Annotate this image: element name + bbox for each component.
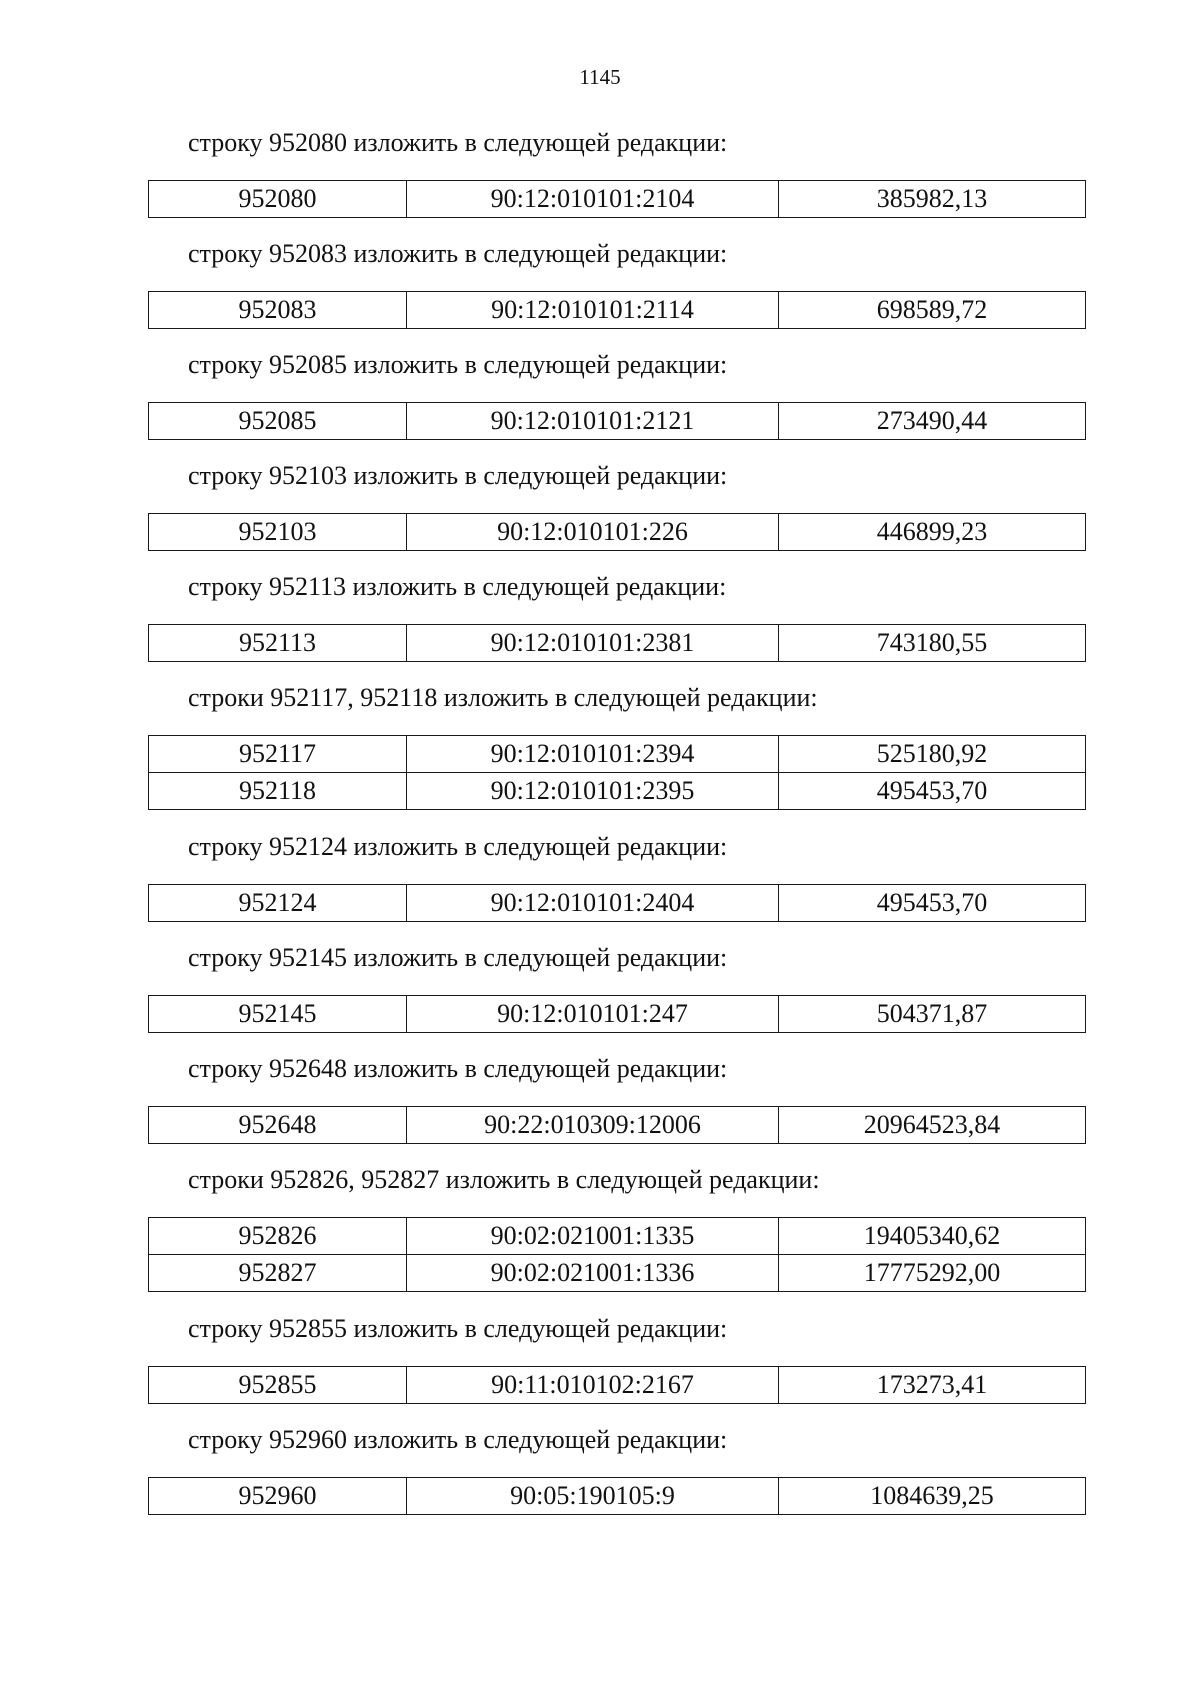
row-number-cell: 952145 [149,996,407,1033]
amendment-section [148,1312,1088,1423]
amendment-instruction: строку 952960 изложить в следующей редакции: [188,1425,728,1454]
cadastral-number-cell: 90:12:010101:2394 [407,736,779,773]
table-row [149,996,1086,1033]
row-number-cell: 952648 [149,1107,407,1144]
cadastral-number-cell: 90:22:010309:12006 [407,1107,779,1144]
cadastral-value-cell: 525180,92 [779,736,1086,773]
cadastral-number-cell: 90:12:010101:247 [407,996,779,1033]
table-row [149,181,1086,218]
cadastral-number-cell: 90:02:021001:1335 [407,1218,779,1255]
amendment-section [148,681,1088,830]
cadastral-value-cell: 446899,23 [779,514,1086,551]
amendment-table [148,624,1086,662]
amendment-section [148,830,1088,941]
table-row [149,514,1086,551]
cadastral-number-cell: 90:11:010102:2167 [407,1367,779,1404]
amendment-instruction: строку 952648 изложить в следующей редакции: [188,1054,728,1083]
table-row [149,885,1086,922]
table-row [149,1255,1086,1292]
row-number-cell: 952085 [149,403,407,440]
cadastral-value-cell: 385982,13 [779,181,1086,218]
cadastral-value-cell: 273490,44 [779,403,1086,440]
amendment-instruction: строку 952083 изложить в следующей редакции: [188,239,728,268]
amendment-table [148,1217,1086,1292]
cadastral-value-cell: 19405340,62 [779,1218,1086,1255]
cadastral-value-cell: 17775292,00 [779,1255,1086,1292]
document-body [148,126,1088,1534]
amendment-table [148,735,1086,810]
cadastral-number-cell: 90:12:010101:2104 [407,181,779,218]
amendment-table [148,1477,1086,1515]
amendment-instruction: строки 952117, 952118 изложить в следующей редакции: [188,683,818,712]
row-number-cell: 952855 [149,1367,407,1404]
cadastral-value-cell: 20964523,84 [779,1107,1086,1144]
amendment-instruction: строку 952103 изложить в следующей редакции: [188,461,728,490]
amendment-section [148,348,1088,459]
page-number: 1145 [579,65,621,89]
table-row [149,1218,1086,1255]
cadastral-number-cell: 90:12:010101:226 [407,514,779,551]
amendment-section [148,126,1088,237]
amendment-instruction: строку 952080 изложить в следующей редакции: [188,128,728,157]
cadastral-number-cell: 90:12:010101:2404 [407,885,779,922]
amendment-instruction: строки 952826, 952827 изложить в следующей редакции: [188,1165,820,1194]
cadastral-number-cell: 90:05:190105:9 [407,1478,779,1515]
amendment-section [148,941,1088,1052]
amendment-instruction: строку 952113 изложить в следующей редакции: [188,572,727,601]
cadastral-value-cell: 495453,70 [779,885,1086,922]
amendment-table [148,513,1086,551]
row-number-cell: 952117 [149,736,407,773]
amendment-table [148,1366,1086,1404]
amendment-section [148,237,1088,348]
row-number-cell: 952113 [149,625,407,662]
row-number-cell: 952080 [149,181,407,218]
amendment-section [148,1423,1088,1534]
row-number-cell: 952826 [149,1218,407,1255]
amendment-table [148,884,1086,922]
amendment-section [148,570,1088,681]
table-row [149,403,1086,440]
cadastral-value-cell: 173273,41 [779,1367,1086,1404]
row-number-cell: 952103 [149,514,407,551]
cadastral-number-cell: 90:12:010101:2381 [407,625,779,662]
cadastral-number-cell: 90:12:010101:2121 [407,403,779,440]
table-row [149,1367,1086,1404]
table-row [149,1107,1086,1144]
amendment-table [148,1106,1086,1144]
cadastral-number-cell: 90:02:021001:1336 [407,1255,779,1292]
amendment-table [148,995,1086,1033]
amendment-section [148,459,1088,570]
table-row [149,625,1086,662]
row-number-cell: 952124 [149,885,407,922]
table-row [149,736,1086,773]
amendment-instruction: строку 952855 изложить в следующей редакции: [188,1314,728,1343]
row-number-cell: 952827 [149,1255,407,1292]
amendment-instruction: строку 952124 изложить в следующей редакции: [188,832,728,861]
amendment-table [148,180,1086,218]
table-row [149,1478,1086,1515]
row-number-cell: 952118 [149,773,407,810]
amendment-table [148,402,1086,440]
cadastral-value-cell: 1084639,25 [779,1478,1086,1515]
amendment-instruction: строку 952145 изложить в следующей редакции: [188,943,728,972]
cadastral-value-cell: 743180,55 [779,625,1086,662]
amendment-table [148,291,1086,329]
amendment-instruction: строку 952085 изложить в следующей редакции: [188,350,728,379]
amendment-section [148,1052,1088,1163]
row-number-cell: 952083 [149,292,407,329]
cadastral-value-cell: 504371,87 [779,996,1086,1033]
table-row [149,292,1086,329]
cadastral-value-cell: 698589,72 [779,292,1086,329]
amendment-section [148,1163,1088,1312]
cadastral-number-cell: 90:12:010101:2114 [407,292,779,329]
cadastral-number-cell: 90:12:010101:2395 [407,773,779,810]
cadastral-value-cell: 495453,70 [779,773,1086,810]
row-number-cell: 952960 [149,1478,407,1515]
table-row [149,773,1086,810]
